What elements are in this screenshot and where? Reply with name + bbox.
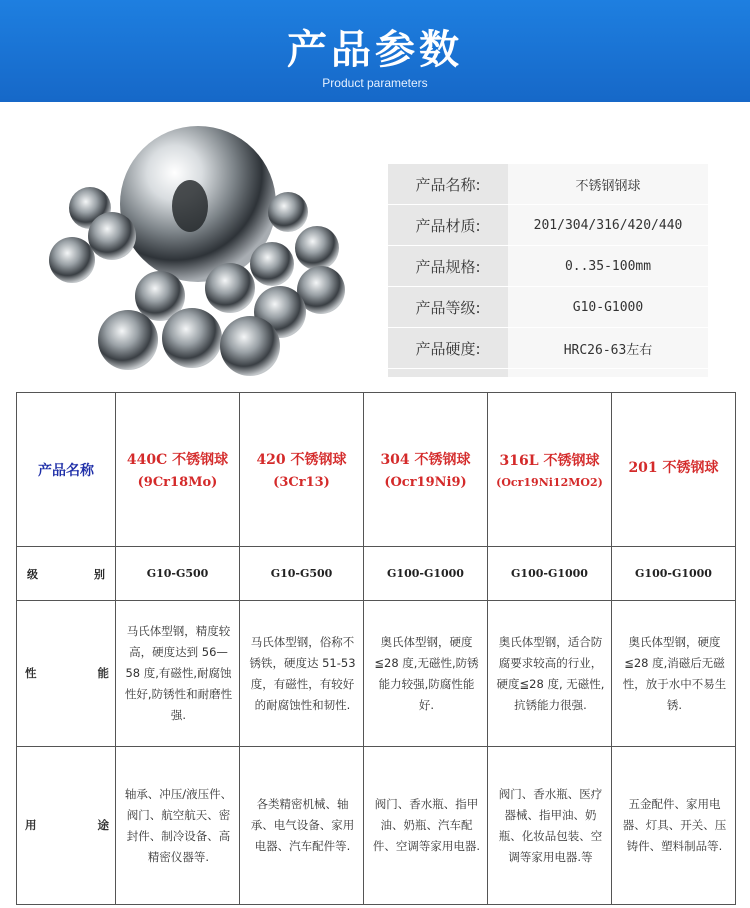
spec-value: 0..35-100mm (508, 246, 708, 287)
column-header (364, 393, 488, 547)
banner-subtitle: Product parameters (322, 76, 428, 90)
column-header (612, 393, 736, 547)
column-code: (Ocr19Ni9) (384, 475, 467, 490)
table-cell: G10-G500 (240, 547, 364, 601)
spec-value: 不锈钢钢球 (508, 164, 708, 205)
spec-label: 产品等级: (388, 287, 508, 328)
corner-cell: 产品名称 (17, 393, 116, 547)
column-name: 304 不锈钢球 (380, 452, 471, 468)
spec-row (388, 287, 708, 328)
steel-balls-photo (40, 120, 370, 378)
table-cell: G10-G500 (116, 547, 240, 601)
table-header-row (17, 393, 736, 547)
spec-row (388, 246, 708, 287)
table-row-performance (17, 601, 736, 747)
column-name: 201 不锈钢球 (628, 459, 719, 476)
table-cell: 奥氏体型钢，适合防腐要求较高的行业，硬度≦28 度, 无磁性,抗锈能力很强. (488, 601, 612, 747)
spec-label: 产品材质: (388, 205, 508, 246)
comparison-table (16, 392, 736, 905)
column-header (488, 393, 612, 547)
header-banner (0, 0, 750, 102)
spec-table (388, 164, 708, 377)
column-header (240, 393, 364, 547)
spec-value: 201/304/316/420/440 (508, 205, 708, 246)
column-code: (3Cr13) (273, 475, 330, 490)
table-cell: 阀门、香水瓶、医疗器械、指甲油、奶瓶、化妆品包装、空调等家用电器.等 (488, 747, 612, 905)
spec-value: HRC26-63左右 (508, 328, 708, 369)
table-row-grade (17, 547, 736, 601)
column-name: 316L 不锈钢球 (499, 453, 600, 469)
spec-table-footer (388, 369, 708, 377)
column-header (116, 393, 240, 547)
spec-row (388, 164, 708, 205)
table-cell: 各类精密机械、轴承、电气设备、家用电器、汽车配件等. (240, 747, 364, 905)
table-row-usage (17, 747, 736, 905)
row-label: 用 途 (17, 747, 116, 905)
table-cell: 马氏体型钢，俗称不锈铁，硬度达 51-53 度，有磁性，有较好的耐腐蚀性和韧性. (240, 601, 364, 747)
spec-row (388, 205, 708, 246)
column-code: (Ocr19Ni12MO2) (496, 476, 603, 489)
row-label: 性 能 (17, 601, 116, 747)
spec-label: 产品规格: (388, 246, 508, 287)
table-cell: G100-G1000 (612, 547, 736, 601)
spec-row (388, 328, 708, 369)
table-cell: 五金配件、家用电器、灯具、开关、压铸件、塑料制品等. (612, 747, 736, 905)
table-cell: G100-G1000 (488, 547, 612, 601)
table-cell: 马氏体型钢，精度较高，硬度达到 56—58 度,有磁性,耐腐蚀性好,防锈性和耐磨性强. (116, 601, 240, 747)
spec-label: 产品硬度: (388, 328, 508, 369)
row-label: 级 别 (17, 547, 116, 601)
table-cell: 奥氏体型钢，硬度≦28 度,消磁后无磁性，放于水中不易生锈. (612, 601, 736, 747)
spec-value: G10-G1000 (508, 287, 708, 328)
table-cell: 奥氏体型钢，硬度≦28 度,无磁性,防锈能力较强,防腐性能好. (364, 601, 488, 747)
column-name: 440C 不锈钢球 (126, 452, 229, 468)
banner-title: 产品参数 (287, 27, 463, 73)
spec-label: 产品名称: (388, 164, 508, 205)
column-code: (9Cr18Mo) (137, 475, 218, 490)
table-cell: 轴承、冲压/液压件、阀门、航空航天、密封件、制冷设备、高精密仪器等. (116, 747, 240, 905)
table-cell: 阀门、香水瓶、指甲油、奶瓶、汽车配件、空调等家用电器. (364, 747, 488, 905)
table-cell: G100-G1000 (364, 547, 488, 601)
column-name: 420 不锈钢球 (256, 452, 347, 468)
